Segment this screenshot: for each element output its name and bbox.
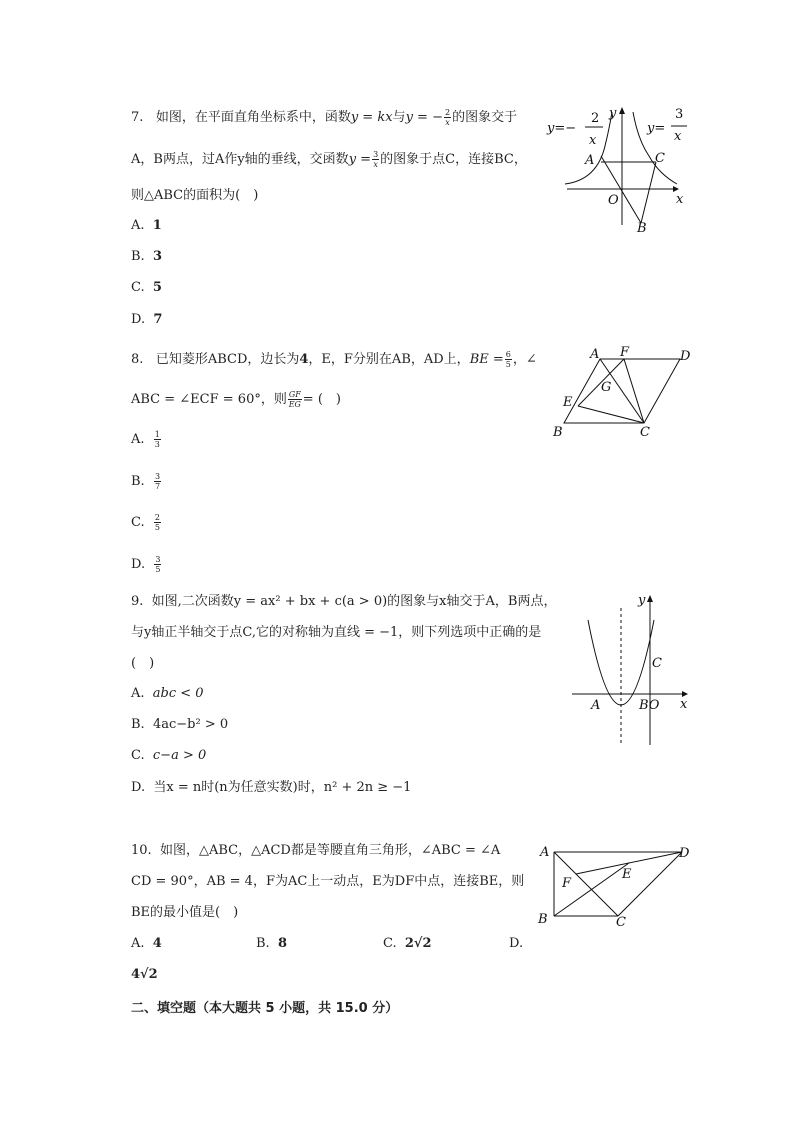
q9-fig-label-x: x (680, 697, 688, 712)
q9-fig-label-y: y (638, 593, 646, 608)
q7-fig-eq-right-num: 3 (675, 107, 684, 122)
q10-fig-label-f: F (562, 876, 572, 891)
q9-line1: 9. 如图,二次函数y = ax² + bx + c(a > 0)的图象与x轴交于A，B两点， (131, 594, 557, 609)
q9-line2: 与y轴正半轴交于点C,它的对称轴为直线 = −1，则下列选项中正确的是 (131, 625, 542, 640)
q10-line1: 10. 如图，△ABC，△ACD都是等腰直角三角形，∠ABC = ∠A (131, 843, 501, 858)
q8-number: 8. (131, 352, 144, 367)
q10-option-a[interactable]: A. 4 (131, 936, 162, 951)
q8-option-b[interactable]: B. $\frac{3}{7}$ (131, 472, 161, 491)
q10-option-b[interactable]: B. 8 (256, 936, 287, 951)
q7-fig-label-c: C (655, 151, 665, 166)
q8-fig-label-c: C (640, 425, 650, 440)
q7-fig-label-o: O (608, 193, 619, 208)
q10-fig-label-a: A (540, 845, 550, 860)
q9-option-a[interactable]: A. abc < 0 (131, 686, 204, 701)
q7-fig-label-y: y (609, 106, 617, 121)
q7-fig-eq-right: y= (647, 121, 666, 136)
q8-option-a[interactable]: A. $\frac{1}{3}$ (131, 430, 160, 449)
q9-figure (568, 590, 698, 750)
q7-line3: 则△ABC的面积为( ) (131, 188, 259, 203)
q10-line3: BE的最小值是( ) (131, 905, 239, 920)
q9-option-b[interactable]: B. 4ac−b² > 0 (131, 717, 229, 732)
q7-fig-label-b: B (637, 221, 647, 236)
q8-option-d[interactable]: D. $\frac{3}{5}$ (131, 555, 161, 574)
q8-fig-label-e: E (563, 395, 573, 410)
q10-option-d-value: 4√2 (131, 967, 158, 982)
q10-option-c[interactable]: C. 2√2 (383, 936, 432, 951)
q7-option-b[interactable]: B. 3 (131, 249, 162, 264)
q10-fig-label-e: E (622, 867, 632, 882)
q9-fig-label-c: C (652, 656, 662, 671)
q8-fig-label-g: G (601, 380, 612, 395)
q10-figure (536, 840, 696, 935)
q7-option-a[interactable]: A. 1 (131, 218, 162, 233)
q7-figure (545, 100, 695, 240)
q8-line2: ABC = ∠ECF = 60°，则 $\frac{GF}{EG}$ = ( ) (131, 390, 341, 409)
section-heading-fill-in: 二、填空题（本大题共 5 小题，共 15.0 分） (131, 1001, 399, 1016)
q7-number: 7. (131, 110, 144, 125)
q7-fig-eq-left-den: x (589, 133, 597, 148)
q9-option-d[interactable]: D. 当x = n时(n为任意实数)时，n² + 2n ≥ −1 (131, 780, 412, 795)
q10-fig-label-b: B (538, 912, 548, 927)
q7-option-c[interactable]: C. 5 (131, 280, 162, 295)
q8-fig-label-f: F (620, 345, 630, 360)
q10-option-d[interactable]: D. (509, 936, 524, 951)
q9-fig-label-a: A (591, 698, 601, 713)
q9-line3: ( ) (131, 656, 155, 671)
q7-line1: 7. 如图，在平面直角坐标系中，函数y = kx与y = − $\frac{2}{x}$ 的图象交于 (131, 108, 518, 127)
q10-fig-label-c: C (616, 915, 626, 930)
q7-fig-eq-left-num: 2 (591, 111, 600, 126)
q8-fig-label-b: B (553, 425, 563, 440)
q8-figure (552, 340, 702, 440)
q8-option-c[interactable]: C. $\frac{2}{5}$ (131, 513, 160, 532)
q8-line1: 8. 已知菱形ABCD，边长为4，E，F分别在AB，AD上，BE = $\frac{6}{5}$ ，∠ (131, 350, 537, 369)
q7-fig-eq-left: y=− (547, 121, 577, 136)
q7-fig-label-x: x (676, 192, 684, 207)
q10-number: 10. (131, 843, 152, 858)
q9-option-c[interactable]: C. c−a > 0 (131, 748, 207, 763)
q9-number: 9. (131, 594, 144, 609)
q8-fig-label-a: A (590, 347, 600, 362)
q7-option-d[interactable]: D. 7 (131, 312, 163, 327)
q10-line2: CD = 90°，AB = 4，F为AC上一动点，E为DF中点，连接BE，则 (131, 874, 525, 889)
q7-line2: A，B两点，过A作y轴的垂线，交函数y = $\frac{3}{x}$ 的图象于点C，连接BC， (131, 150, 527, 169)
q7-fig-eq-right-den: x (674, 129, 682, 144)
q10-fig-label-d: D (679, 846, 690, 861)
q7-fig-label-a: A (585, 153, 595, 168)
q9-fig-label-bo: BO (639, 698, 660, 713)
q8-fig-label-d: D (680, 349, 691, 364)
